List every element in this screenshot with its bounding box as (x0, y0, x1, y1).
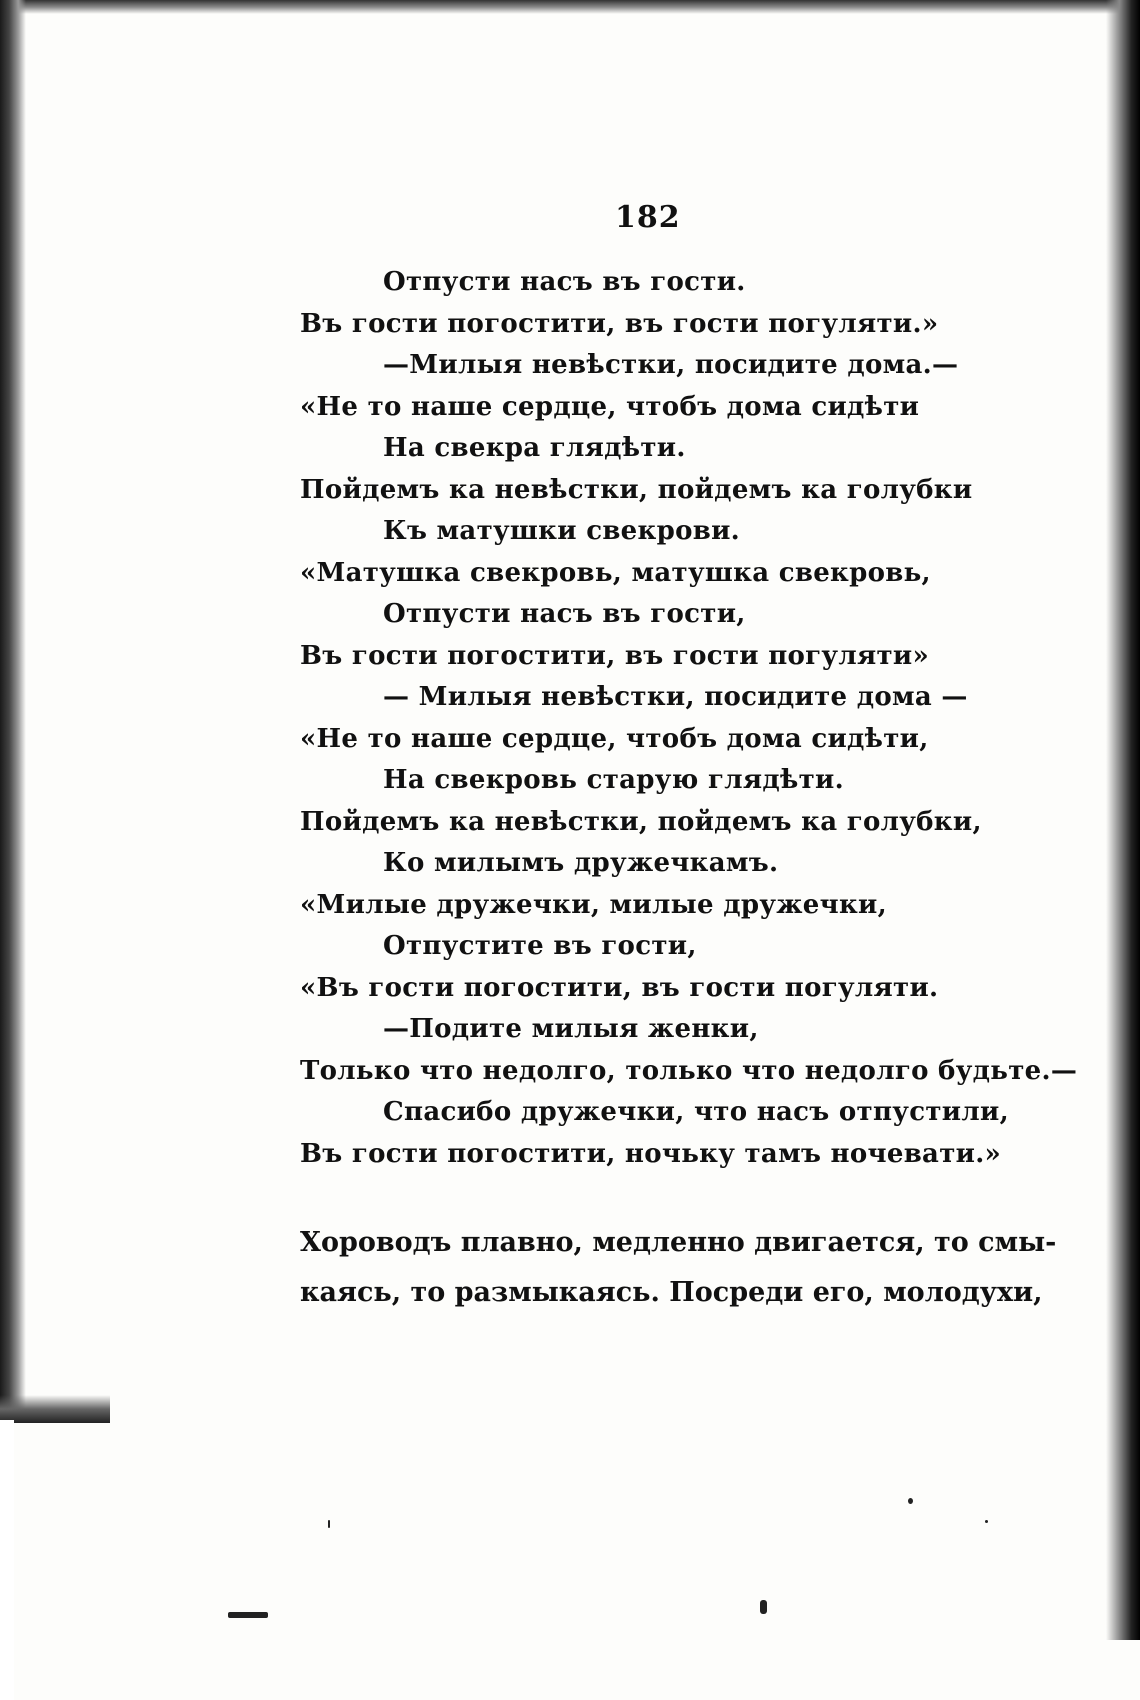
scan-speck (985, 1520, 988, 1523)
poem-line: «Матушка свекровь, матушка свекровь, (300, 557, 931, 588)
poem-line: Отпусти насъ въ гости. (383, 267, 746, 297)
poem-line: Къ матушки свекрови. (383, 516, 741, 546)
scan-speck (228, 1612, 268, 1618)
poem-line: — Милыя невѣстки, посидите дома — (383, 682, 968, 712)
poem-line: «Въ гости погостити, въ гости погуляти. (300, 972, 939, 1003)
prose-paragraph (300, 1218, 1057, 1318)
page-top-edge (0, 0, 1140, 14)
scanned-page: 182 Отпусти насъ въ гости. Въ гости погостити, въ гости погуляти.» —Милыя невѣстки, посидите дома.— «Не то наше сердце, чтобъ дома сидѣти На свекра глядѣти. Пойдемъ ка невѣстки, пойдемъ ка голубки Къ матушки свекрови. «Матушка свекровь, матушка свекровь, Отпусти насъ въ гости, Въ гости погостити, въ гости погуляти» — Милыя невѣстки, посидите дома — «Не то наше сердце, чтобъ дома сидѣти, На свекровь старую глядѣти. Пойдемъ ка невѣстки, пойдемъ ка голубки, Ко милымъ дружечкамъ. «Милые дружечки, милые дружечки, Отпустите въ гости, «Въ гости погостити, въ гости погуляти. —Подите милыя женки, Только что недолго, только что недолго будьте.— Спасибо дружечки, что насъ отпустили, Въ гости погостити, ночьку тамъ ночевати.» Хороводъ плавно, медленно двигается, то смы- каясь, то размыкаясь. Посреди его, молодухи, (0, 0, 1140, 1700)
poem-text (300, 262, 1078, 1175)
poem-line: Спасибо дружечки, что насъ отпустили, (383, 1097, 1009, 1127)
scan-speck (328, 1520, 330, 1528)
poem-line: Отпустите въ гости, (383, 931, 697, 961)
poem-line: Въ гости погостити, въ гости погуляти.» (300, 308, 939, 339)
page-left-edge (0, 0, 26, 1420)
poem-line: Отпусти насъ въ гости, (383, 599, 746, 629)
prose-line: Хороводъ плавно, медленно двигается, то смы- (300, 1227, 1057, 1258)
prose-line: каясь, то размыкаясь. Посреди его, молодухи, (300, 1277, 1043, 1308)
poem-line: «Не то наше сердце, чтобъ дома сидѣти (300, 391, 920, 422)
poem-line: Въ гости погостити, въ гости погуляти» (300, 640, 930, 671)
poem-line: Пойдемъ ка невѣстки, пойдемъ ка голубки, (300, 806, 982, 837)
poem-line: На свекровь старую глядѣти. (383, 765, 844, 795)
poem-line: Ко милымъ дружечкамъ. (383, 848, 779, 878)
poem-line: —Подите милыя женки, (383, 1014, 759, 1044)
poem-line: —Милыя невѣстки, посидите дома.— (383, 350, 959, 380)
scan-speck (760, 1600, 767, 1614)
poem-line: На свекра глядѣти. (383, 433, 686, 463)
poem-line: Только что недолго, только что недолго будьте.— (300, 1055, 1078, 1086)
scan-speck (908, 1498, 913, 1504)
page-margin (0, 1420, 14, 1700)
poem-line: «Милые дружечки, милые дружечки, (300, 889, 887, 920)
page-bottom-edge (0, 1395, 110, 1423)
poem-line: Пойдемъ ка невѣстки, пойдемъ ка голубки (300, 474, 973, 505)
poem-line: «Не то наше сердце, чтобъ дома сидѣти, (300, 723, 929, 754)
poem-line: Въ гости погостити, ночьку тамъ ночевати.» (300, 1138, 1002, 1169)
page-right-edge (1106, 0, 1140, 1640)
